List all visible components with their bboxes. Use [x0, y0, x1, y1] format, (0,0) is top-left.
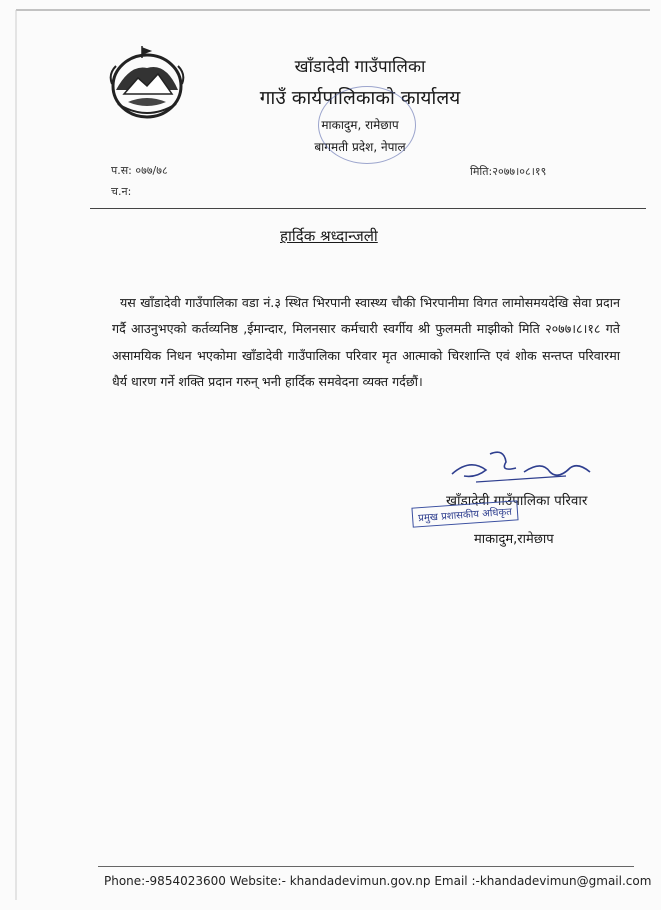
dispatch-number: च.न: [111, 185, 132, 198]
letter-subject: हार्दिक श्रध्दान्जली [280, 227, 378, 245]
letter-body: यस खाँडादेवी गाउँपालिका वडा नं.३ स्थित भिरपानी स्वास्थ्य चौकी भिरपानीमा विगत लामोसमयदेखि सेवा प्रदान गर्दै आउनुभएको कर्तव्यनिष्ठ ,ईमान्दार, मिलनसार कर्मचारी स्वर्गीय श्री फुलमती माझीको मिति २०७७।८।१८ गते असामयिक निधन भएकोमा खाँडादेवी गाउँपालिका परिवार मृत आत्माको चिरशान्ति एवं शोक सन्तप्त परिवारमा धैर्य धारण गर्ने शक्ति प्रदान गरुन् भनी हार्दिक समवेदना व्यक्त गर्दछौं। [112, 295, 620, 390]
reference-number: प.स: ०७७/७८ [111, 164, 168, 177]
signatory-organization: खाँडादेवी गाउँपालिका परिवार [446, 493, 588, 509]
office-location: माकादुम, रामेछाप [321, 118, 399, 132]
municipality-name: खाँडादेवी गाउँपालिका [294, 57, 426, 77]
contact-footer: Phone:-9854023600 Website:- khandadevimun.gov.np Email :-khandadevimun@gmail.com [104, 874, 652, 888]
handwritten-signature [446, 446, 596, 488]
office-province: बागमती प्रदेश, नेपाल [314, 140, 406, 154]
office-name: गाउँ कार्यपालिकाको कार्यालय [259, 87, 461, 109]
government-emblem-logo [104, 44, 190, 124]
header-divider [90, 208, 646, 209]
letter-date: मिति:२०७७।०८।१९ [470, 165, 547, 178]
office-stamp [318, 86, 416, 164]
footer-divider [98, 866, 634, 867]
official-stamp: प्रमुख प्रशासकीय अधिकृत [411, 500, 518, 527]
signatory-place: माकादुम,रामेछाप [474, 532, 554, 547]
